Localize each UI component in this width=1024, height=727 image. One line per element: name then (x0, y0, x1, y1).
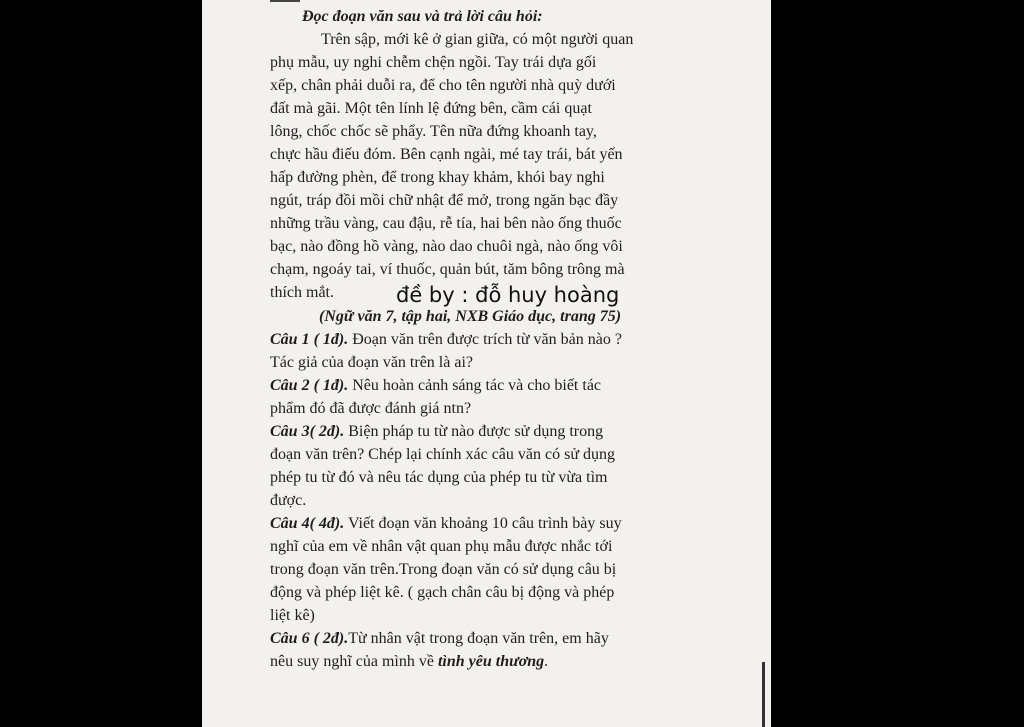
question-6-line-2-text: nêu suy nghĩ của mình về (270, 653, 438, 670)
question-6-end: . (544, 653, 549, 670)
question-4-text: Viết đoạn văn khoảng 10 câu trình bày suy (347, 515, 622, 532)
question-4-line-2: nghĩ của em về nhân vật quan phụ mẫu được nhắc tới (270, 538, 613, 555)
passage-line-12: thích mắt. (270, 284, 334, 301)
question-3 (270, 422, 603, 442)
passage-line-6: chực hầu điếu đóm. Bên cạnh ngài, mé tay trái, bát yến (270, 146, 623, 163)
passage-line-9: những trầu vàng, cau đậu, rễ tía, hai bên nào ống thuốc (270, 215, 622, 232)
question-3-text: Biện pháp tu từ nào được sử dụng trong (348, 423, 604, 440)
question-2-label: Câu 2 ( 1đ). (270, 377, 349, 394)
question-4-line-3: trong đoạn văn trên.Trong đoạn văn có sử dụng câu bị (270, 561, 617, 578)
passage-line-7: hấp đường phèn, để trong khay khảm, khói bay nghi (270, 169, 605, 186)
page-edge-mark (762, 662, 765, 727)
question-4 (270, 514, 622, 534)
passage-line-3: xếp, chân phải duỗi ra, để cho tên người nhà quỳ dưới (270, 77, 616, 94)
question-3-label: Câu 3( 2đ). (270, 423, 345, 440)
question-3-line-4: được. (270, 492, 307, 509)
question-1 (270, 330, 622, 350)
question-2-line-2: phẩm đó đã được đánh giá ntn? (270, 400, 472, 417)
question-6-emphasis: tình yêu thương (437, 653, 545, 670)
question-6-label: Câu 6 ( 2đ). (270, 630, 349, 647)
question-4-label: Câu 4( 4đ). (270, 515, 345, 532)
passage-line-5: lông, chốc chốc sẽ phẩy. Tên nữa đứng khoanh tay, (270, 123, 597, 140)
question-1-text: Đoạn văn trên được trích từ văn bản nào ? (352, 331, 622, 348)
heading: Đọc đoạn văn sau và trả lời câu hỏi: (302, 8, 543, 25)
question-6 (270, 629, 609, 649)
question-1-line-2: Tác giả của đoạn văn trên là ai? (270, 354, 473, 371)
question-6-line-2 (270, 652, 548, 672)
question-2-text: Nêu hoàn cảnh sáng tác và cho biết tác (352, 377, 602, 394)
question-2 (270, 376, 601, 396)
source-citation: (Ngữ văn 7, tập hai, NXB Giáo dục, trang 75) (319, 308, 622, 325)
passage-line-8: ngút, tráp đồi mồi chữ nhật để mở, trong ngăn bạc đầy (270, 192, 619, 209)
question-6-text: Từ nhân vật trong đoạn văn trên, em hãy (348, 630, 609, 647)
question-4-line-5: liệt kê) (270, 607, 315, 624)
question-4-line-4: động và phép liệt kê. ( gạch chân câu bị động và phép (270, 584, 615, 601)
question-3-line-2: đoạn văn trên? Chép lại chính xác câu văn có sử dụng (270, 446, 615, 463)
passage-line-10: bạc, nào đồng hồ vàng, nào dao chuôi ngà, nào ống vôi (270, 238, 623, 255)
top-rule (270, 0, 300, 2)
passage-line-1: Trên sập, mới kê ở gian giữa, có một người quan (321, 31, 634, 48)
question-1-label: Câu 1 ( 1đ). (270, 331, 349, 348)
passage-line-11: chạm, ngoáy tai, ví thuốc, quản bút, tăm bông trông mà (270, 261, 625, 278)
author-watermark: đề by : đỗ huy hoàng (396, 283, 620, 307)
document-page (202, 0, 771, 727)
question-3-line-3: phép tu từ đó và nêu tác dụng của phép tu từ vừa tìm (270, 469, 608, 486)
passage-line-2: phụ mẫu, uy nghi chễm chện ngồi. Tay trái dựa gối (270, 54, 597, 71)
passage-line-4: đất mà gãi. Một tên lính lệ đứng bên, cầm cái quạt (270, 100, 592, 117)
